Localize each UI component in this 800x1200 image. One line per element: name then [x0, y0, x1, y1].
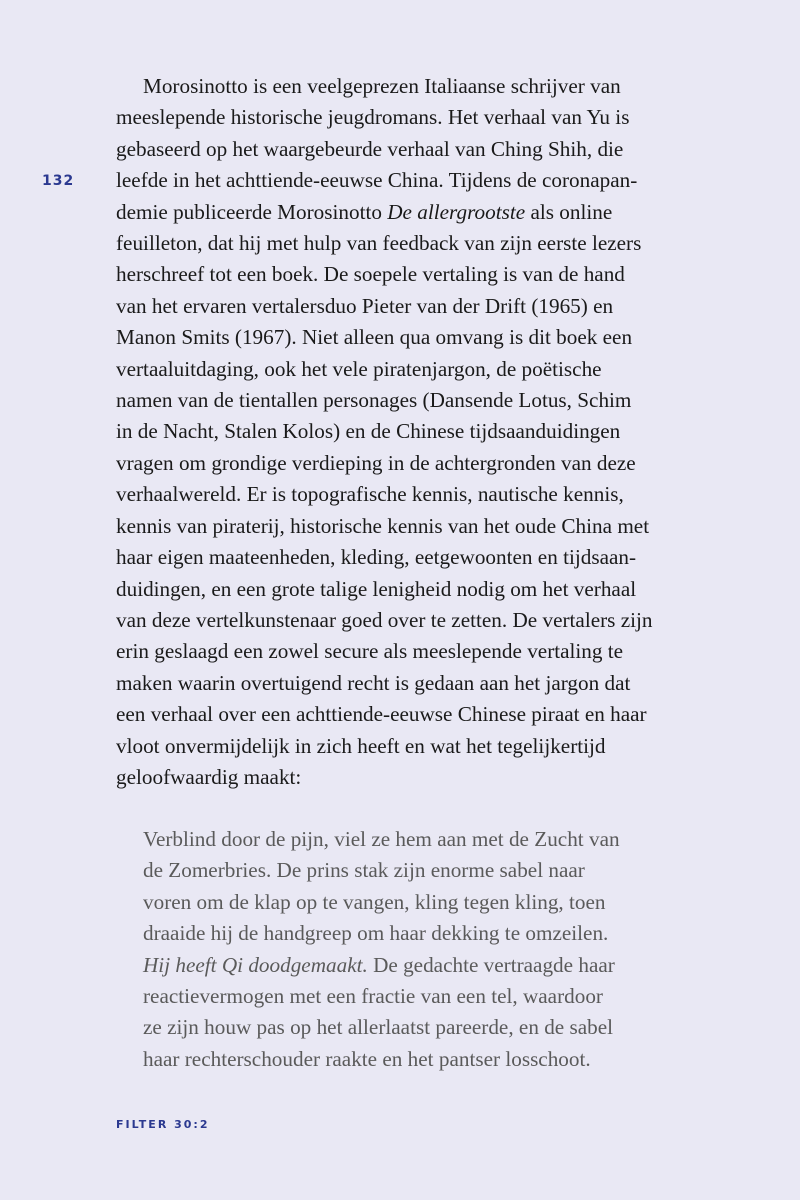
body-line: geloofwaardig maakt:	[116, 764, 302, 789]
journal-footer: FILTER 30:2	[116, 1118, 210, 1131]
body-line: haar eigen maateenheden, kleding, eetgewoonten en tijdsaan-	[116, 545, 637, 570]
body-line: verhaalwereld. Er is topografische kennis, nautische kennis,	[116, 482, 624, 507]
body-line	[116, 197, 688, 228]
quote-line: de Zomerbries. De prins stak zijn enorme sabel naar	[143, 858, 585, 883]
book-title: De allergrootste	[387, 199, 526, 224]
body-line: een verhaal over een achttiende-eeuwse Chinese piraat en haar	[116, 702, 647, 727]
body-line: erin geslaagd een zowel secure als meeslepende vertaling te	[116, 639, 624, 664]
block-quote	[143, 824, 683, 1075]
body-line: van het ervaren vertalersduo Pieter van der Drift (1965) en	[116, 293, 614, 318]
body-line: kennis van piraterij, historische kennis van het oude China met	[116, 513, 650, 538]
body-line: namen van de tientallen personages (Dansende Lotus, Schim	[116, 388, 632, 413]
quote-line-text: De gedachte vertraagde haar	[367, 952, 615, 977]
review-body-text	[116, 71, 688, 793]
body-line: meeslepende historische jeugdromans. Het verhaal van Yu is	[116, 105, 630, 130]
body-line: vragen om grondige verdieping in de achtergronden van deze	[116, 450, 636, 475]
quote-line: haar rechterschouder raakte en het pantser losschoot.	[143, 1046, 591, 1071]
quote-line: voren om de klap op te vangen, kling tegen kling, toen	[143, 889, 606, 914]
body-line: van deze vertelkunstenaar goed over te zetten. De vertalers zijn	[116, 607, 653, 632]
body-line: vloot onvermijdelijk in zich heeft en wat het tegelijkertijd	[116, 733, 606, 758]
quote-line: reactievermogen met een fractie van een tel, waardoor	[143, 984, 603, 1009]
body-line: Manon Smits (1967). Niet alleen qua omvang is dit boek een	[116, 325, 633, 350]
body-line: in de Nacht, Stalen Kolos) en de Chinese tijdsaanduidingen	[116, 419, 621, 444]
quote-line	[143, 950, 683, 981]
body-line: duidingen, en een grote talige lenigheid nodig om het verhaal	[116, 576, 637, 601]
body-line: Morosinotto is een veelgeprezen Italiaanse schrijver van	[143, 74, 621, 98]
quote-line: Verblind door de pijn, viel ze hem aan met de Zucht van	[143, 827, 620, 851]
body-line-text: als online	[525, 199, 613, 224]
quote-line: draaide hij de handgreep om haar dekking te omzeilen.	[143, 921, 609, 946]
body-line: herschreef tot een boek. De soepele vertaling is van de hand	[116, 262, 625, 287]
body-line: leefde in het achttiende-eeuwse China. Tijdens de coronapan-	[116, 168, 638, 193]
page-number: 132	[42, 173, 75, 189]
body-line-text: demie publiceerde Morosinotto	[116, 199, 388, 224]
body-line: feuilleton, dat hij met hulp van feedback van zijn eerste lezers	[116, 231, 642, 256]
quote-emphasis: Hij heeft Qi doodgemaakt.	[143, 952, 368, 977]
body-line: gebaseerd op het waargebeurde verhaal van Ching Shih, die	[116, 136, 624, 161]
body-line: maken waarin overtuigend recht is gedaan aan het jargon dat	[116, 670, 631, 695]
quote-line: ze zijn houw pas op het allerlaatst pareerde, en de sabel	[143, 1015, 614, 1040]
body-line: vertaaluitdaging, ook het vele piratenjargon, de poëtische	[116, 356, 602, 381]
